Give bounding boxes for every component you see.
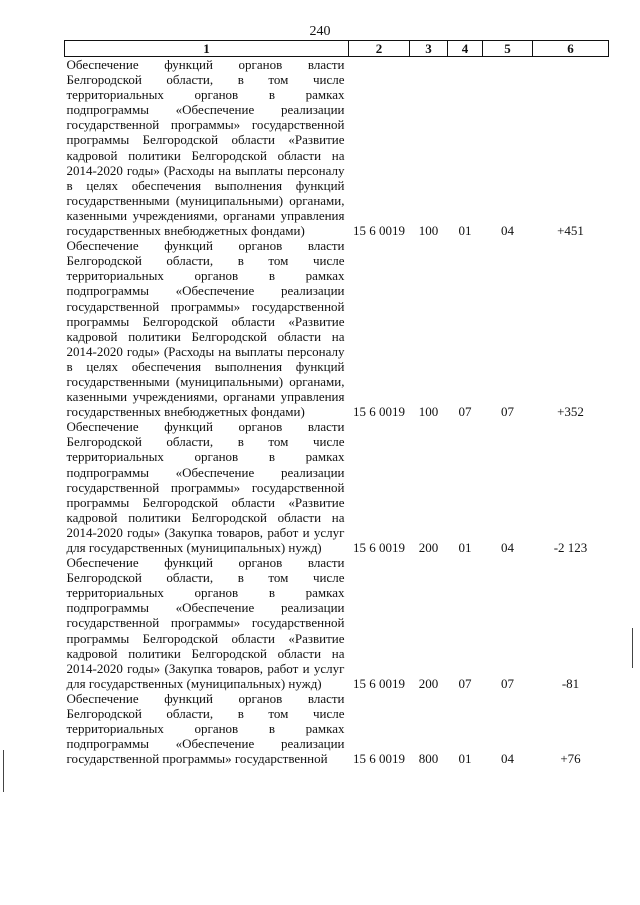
row-type: 100 (418, 223, 439, 239)
row-section: 07 (458, 404, 472, 420)
row-subsection: 07 (501, 675, 514, 691)
header-col-1: 1 (65, 41, 349, 57)
row-type: 200 (418, 540, 439, 555)
row-code: 15 6 0019 (353, 404, 405, 420)
table-row (65, 555, 609, 691)
row-section: 07 (458, 675, 472, 691)
table-row (65, 238, 609, 419)
header-col-4: 4 (448, 41, 483, 57)
row-description: Обеспечение функций органов власти Белгородской области, в том числе территориальных органов в рамках подпрограммы «Обеспечение реализации государственной программы» государственной (66, 690, 345, 767)
table-row (65, 419, 609, 555)
row-code: 15 6 0019 (353, 751, 405, 767)
row-type: 200 (418, 675, 439, 691)
row-amount: +451 (557, 223, 584, 239)
row-amount: -81 (561, 675, 580, 691)
header-col-5: 5 (483, 41, 533, 57)
scan-edge-mark-left (3, 750, 4, 792)
row-section: 01 (458, 540, 472, 555)
row-subsection: 04 (501, 751, 514, 767)
scan-edge-mark-right (632, 628, 633, 668)
row-description: Обеспечение функций органов власти Белгородской области, в том числе территориальных органов в рамках подпрограммы «Обеспечение реализации государственной программы» государственной программы Белгородской области «Развитие кадровой политики Белгородской области на 2014-2020 годы» (Расходы на выплаты персоналу в целях обеспечения выполнения функций государственными (муниципальными) органами, казенными учреждениями, органами управления государственных внебюджетных фондами) (66, 238, 345, 420)
row-code: 15 6 0019 (353, 223, 405, 239)
header-row (65, 41, 609, 57)
header-col-2: 2 (349, 41, 410, 57)
row-type: 800 (418, 751, 439, 767)
row-type: 100 (418, 404, 439, 420)
row-section: 01 (458, 751, 472, 767)
table-row (65, 691, 609, 766)
row-description: Обеспечение функций органов власти Белгородской области, в том числе территориальных органов в рамках подпрограммы «Обеспечение реализации государственной программы» государственной программы Белгородской области «Развитие кадровой политики Белгородской области на 2014-2020 годы» (Закупка товаров, работ и услуг для государственных (муниципальных) нужд) (66, 419, 345, 555)
budget-table (64, 40, 609, 766)
row-amount: -2 123 (553, 540, 588, 555)
page-number: 240 (309, 24, 331, 39)
row-subsection: 07 (501, 404, 514, 420)
row-amount: +76 (560, 751, 581, 767)
header-col-6: 6 (533, 41, 609, 57)
row-subsection: 04 (501, 223, 514, 239)
row-code: 15 6 0019 (353, 675, 405, 691)
row-description: Обеспечение функций органов власти Белгородской области, в том числе территориальных органов в рамках подпрограммы «Обеспечение реализации государственной программы» государственной программы Белгородской области «Развитие кадровой политики Белгородской области на 2014-2020 годы» (Расходы на выплаты персоналу в целях обеспечения выполнения функций государственными (муниципальными) органами, казенными учреждениями, органами управления государственных внебюджетных фондами) (66, 57, 345, 239)
row-code: 15 6 0019 (353, 540, 405, 555)
row-subsection: 04 (501, 540, 514, 555)
row-section: 01 (458, 223, 472, 239)
row-amount: +352 (557, 404, 584, 420)
header-col-3: 3 (410, 41, 448, 57)
table-row (65, 57, 609, 239)
row-description: Обеспечение функций органов власти Белгородской области, в том числе территориальных органов в рамках подпрограммы «Обеспечение реализации государственной программы» государственной программы Белгородской области «Развитие кадровой политики Белгородской области на 2014-2020 годы» (Закупка товаров, работ и услуг для государственных (муниципальных) нужд) (66, 555, 345, 691)
